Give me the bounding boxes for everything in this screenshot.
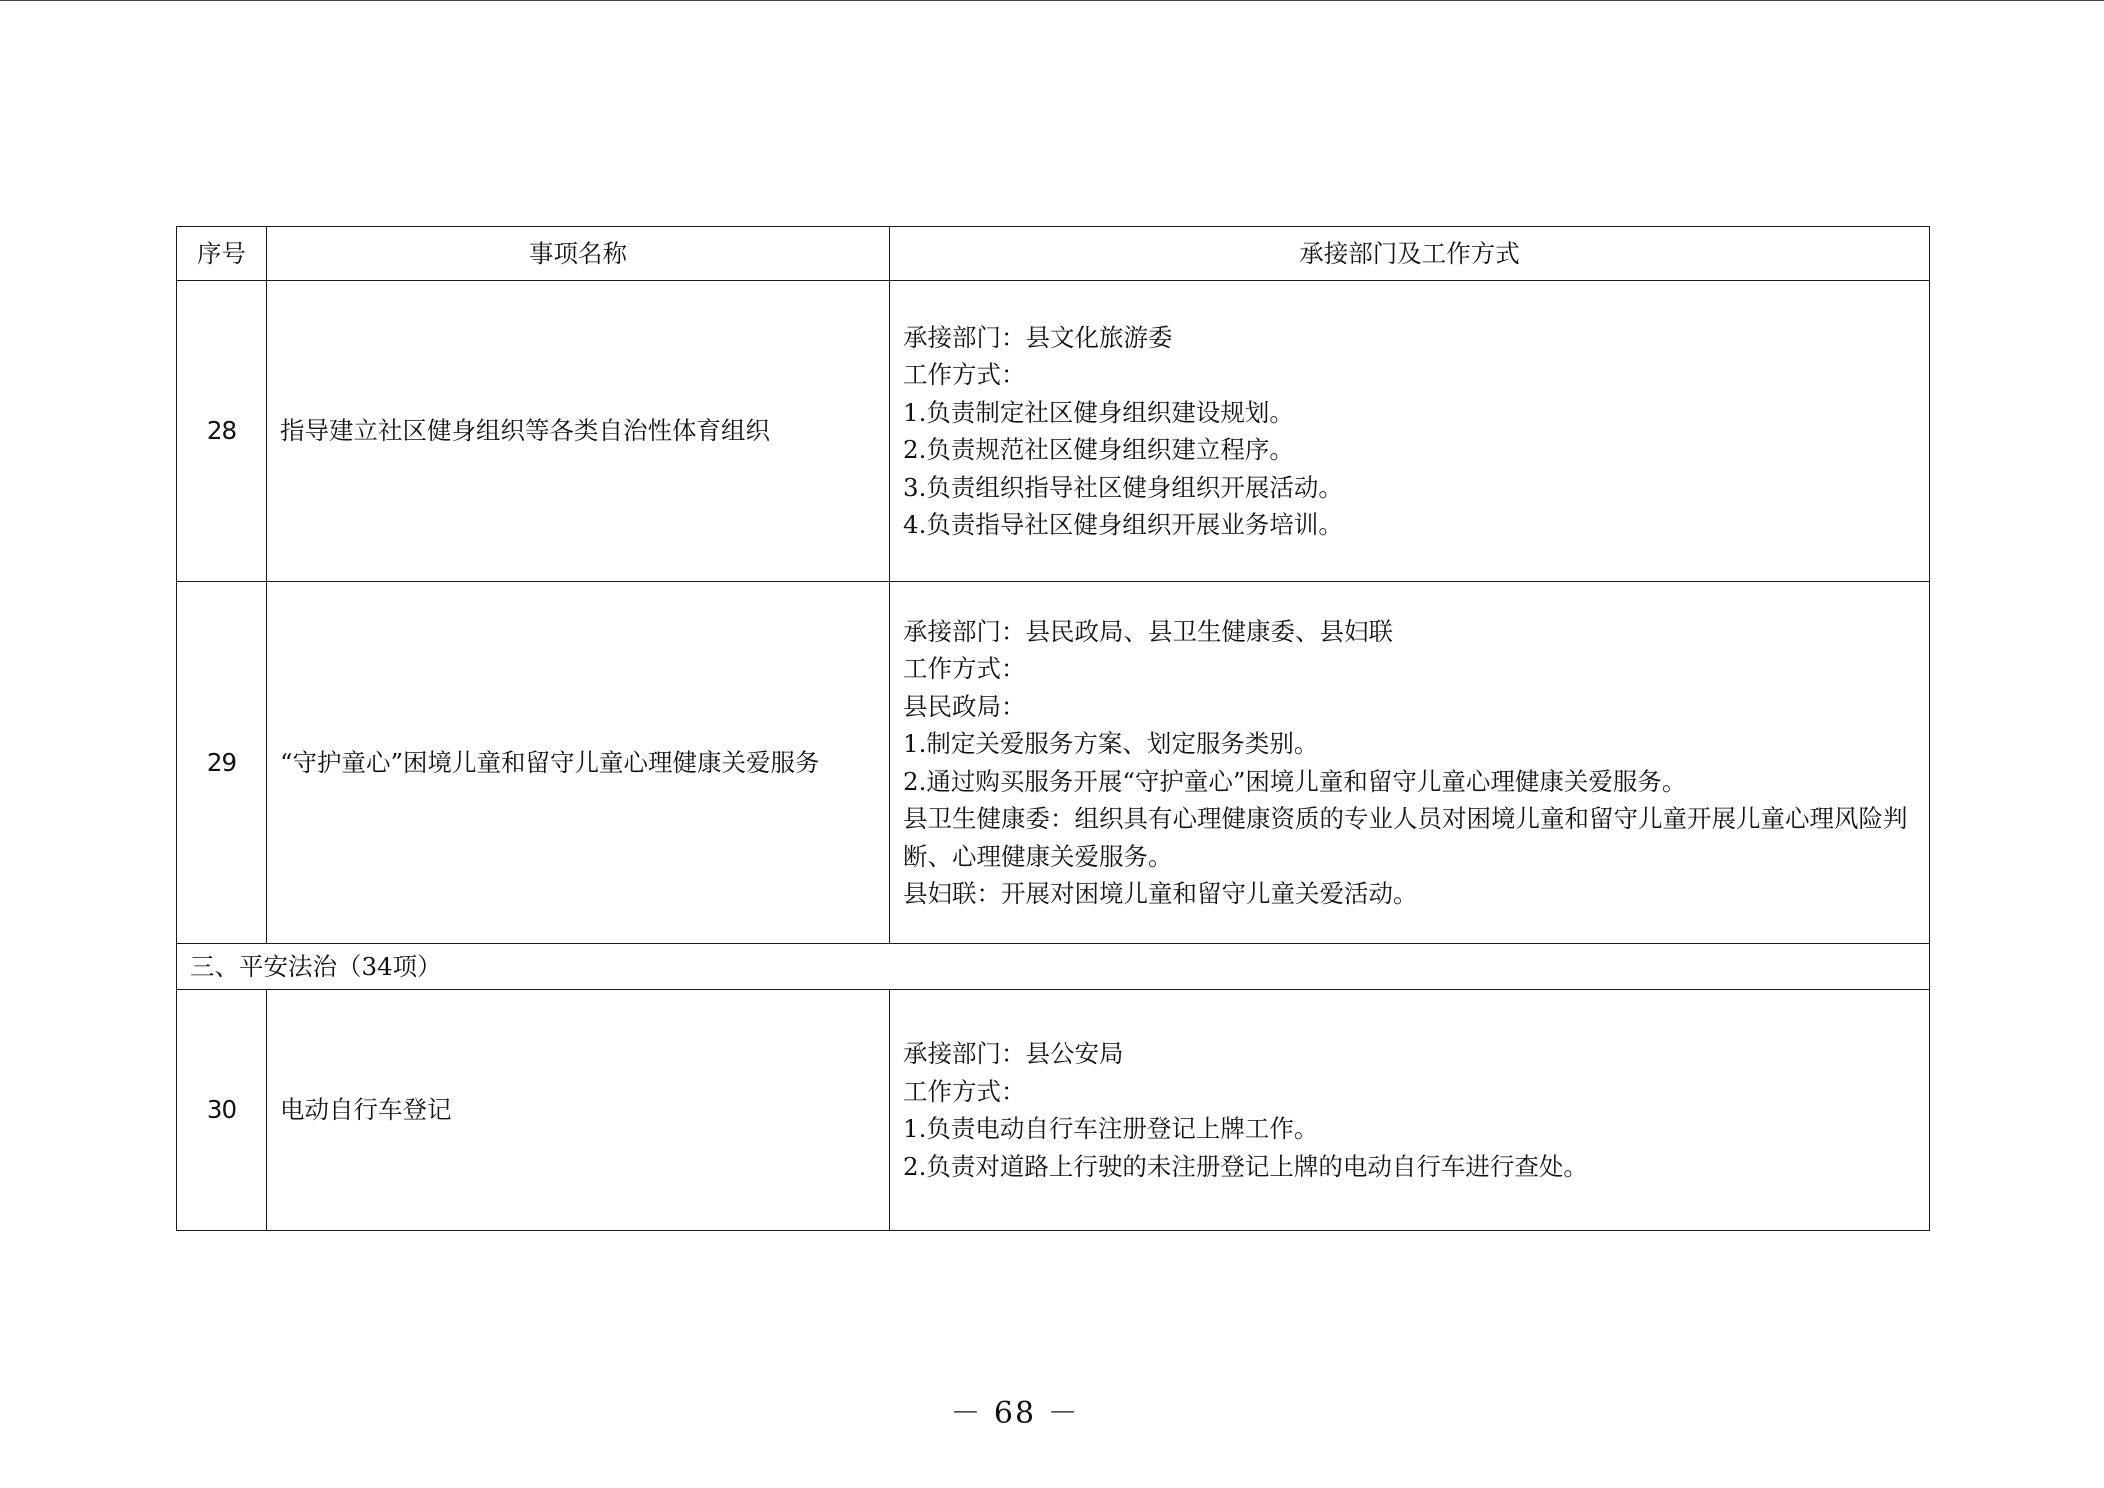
task-table [176, 226, 1930, 1231]
dept-line: 4.负责指导社区健身组织开展业务培训。 [903, 510, 1343, 539]
row-dept-method [890, 281, 1930, 582]
row-item-name: “守护童心”困境儿童和留守儿童心理健康关爱服务 [267, 582, 890, 944]
dept-line: 工作方式： [903, 360, 1026, 389]
dept-line: 县卫生健康委：组织具有心理健康资质的专业人员对困境儿童和留守儿童开展儿童心理风险判断、心理健康关爱服务。 [903, 804, 1908, 871]
dept-line: 1.负责电动自行车注册登记上牌工作。 [903, 1114, 1319, 1143]
table-header-row [177, 227, 1930, 281]
row-seq: 28 [177, 281, 267, 582]
dept-line: 承接部门：县公安局 [903, 1039, 1124, 1068]
table-row [177, 990, 1930, 1231]
header-name: 事项名称 [267, 227, 890, 281]
section-heading-row [177, 944, 1930, 990]
dept-line: 1.制定关爱服务方案、划定服务类别。 [903, 729, 1319, 758]
row-seq: 29 [177, 582, 267, 944]
dept-line: 2.负责对道路上行驶的未注册登记上牌的电动自行车进行查处。 [903, 1151, 1588, 1181]
header-seq: 序号 [177, 227, 267, 281]
dept-line: 承接部门：县文化旅游委 [903, 322, 1173, 352]
table-row [177, 582, 1930, 944]
dept-line: 县妇联：开展对困境儿童和留守儿童关爱活动。 [903, 879, 1418, 908]
page-number: － 68 － [950, 1396, 1080, 1431]
row-seq: 30 [177, 990, 267, 1231]
section-heading: 三、平安法治（34项） [177, 944, 1930, 990]
table-row [177, 281, 1930, 582]
header-dept: 承接部门及工作方式 [890, 227, 1930, 281]
row-dept-method [890, 990, 1930, 1231]
row-item-name: 指导建立社区健身组织等各类自治性体育组织 [267, 281, 890, 582]
dept-line: 1.负责制定社区健身组织建设规划。 [903, 397, 1294, 427]
dept-line: 工作方式： [903, 1076, 1026, 1106]
dept-line: 承接部门：县民政局、县卫生健康委、县妇联 [903, 616, 1393, 646]
row-dept-method [890, 582, 1930, 944]
dept-line: 3.负责组织指导社区健身组织开展活动。 [903, 472, 1343, 502]
dept-line: 2.负责规范社区健身组织建立程序。 [903, 435, 1294, 464]
dept-line: 2.通过购买服务开展“守护童心”困境儿童和留守儿童心理健康关爱服务。 [903, 766, 1687, 796]
dept-line: 县民政局： [903, 691, 1026, 721]
dept-line: 工作方式： [903, 654, 1026, 683]
row-item-name: 电动自行车登记 [267, 990, 890, 1231]
top-border-line [0, 0, 2104, 1]
